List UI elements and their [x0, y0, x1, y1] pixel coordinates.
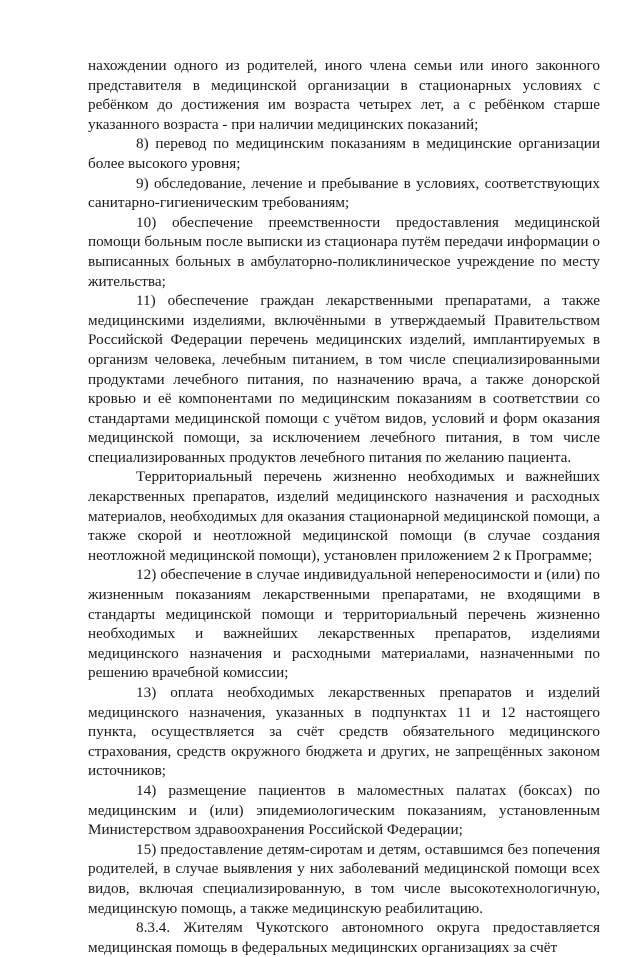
paragraph-item-14: 14) размещение пациентов в маломестных палатах (боксах) по медицинским и (или) эпидемиологическим показаниям, установленным Министерством здравоохранения Российской Федерации; [88, 781, 600, 839]
paragraph-item-15: 15) предоставление детям-сиротам и детям, оставшимся без попечения родителей, в случае выявления у них заболеваний медицинской помощи всех видов, включая специализированную, в том числе высокотехнологичную, медицинскую помощь, а также медицинскую реабилитацию. [88, 840, 600, 917]
paragraph-item-9: 9) обследование, лечение и пребывание в условиях, соответствующих санитарно-гигиеническим требованиям; [88, 174, 600, 212]
paragraph-item-8: 8) перевод по медицинским показаниям в медицинские организации более высокого уровня; [88, 135, 600, 172]
paragraph-item-11: 11) обеспечение граждан лекарственными препаратами, а также медицинскими изделиями, включёнными в утверждаемый Правительством Российской Федерации перечень медицинских изделий, имплантируемых в организм человека, лечебным питанием, в том числе специализированными продуктами лечебного питания, по назначению врача, а также донорской кровью и её компонентами по медицинским показаниям в соответствии со стандартами медицинской помощи с учётом видов, условий и форм оказания медицинской помощи, за исключением лечебного питания, в том числе специализированных продуктов лечебного питания по желанию пациента. [88, 292, 600, 466]
paragraph-item-13: 13) оплата необходимых лекарственных препаратов и изделий медицинского назначения, указанных в подпунктах 11 и 12 настоящего пункта, осуществляется за счёт средств обязательного медицинского страхования, средств окружного бюджета и других, не запрещённых законом источников; [88, 684, 600, 780]
paragraph-section-8-3-4: 8.3.4. Жителям Чукотского автономного округа предоставляется медицинская помощь в федеральных медицинских организациях за счёт [88, 919, 600, 956]
paragraph-item-12: 12) обеспечение в случае индивидуальной непереносимости и (или) по жизненным показаниям лекарственными препаратами, не входящими в стандарты медицинской помощи и территориальный перечень жизненно необходимых и важнейших лекарственных препаратов, изделиями медицинского назначения и расходными материалами, назначенными по решению врачебной комиссии; [88, 566, 600, 682]
paragraph-item-10: 10) обеспечение преемственности предоставления медицинской помощи больным после выписки из стационара путём передачи информации о выписанных больных в амбулаторно-поликлиническое учреждение по месту жительства; [88, 213, 600, 290]
paragraph-continuation: нахождении одного из родителей, иного члена семьи или иного законного представителя в медицинской организации в стационарных условиях с ребёнком до достижения им возраста четырех лет, а с ребёнком старше указанного возраста - при наличии медицинских показаний; [88, 57, 600, 133]
document-page [88, 56, 600, 957]
paragraph-territorial-list: Территориальный перечень жизненно необходимых и важнейших лекарственных препаратов, изделий медицинского назначения и расходных материалов, необходимых для оказания стационарной медицинской помощи, а также скорой и неотложной медицинской помощи (в случае создания неотложной медицинской помощи), установлен приложением 2 к Программе; [88, 468, 600, 564]
